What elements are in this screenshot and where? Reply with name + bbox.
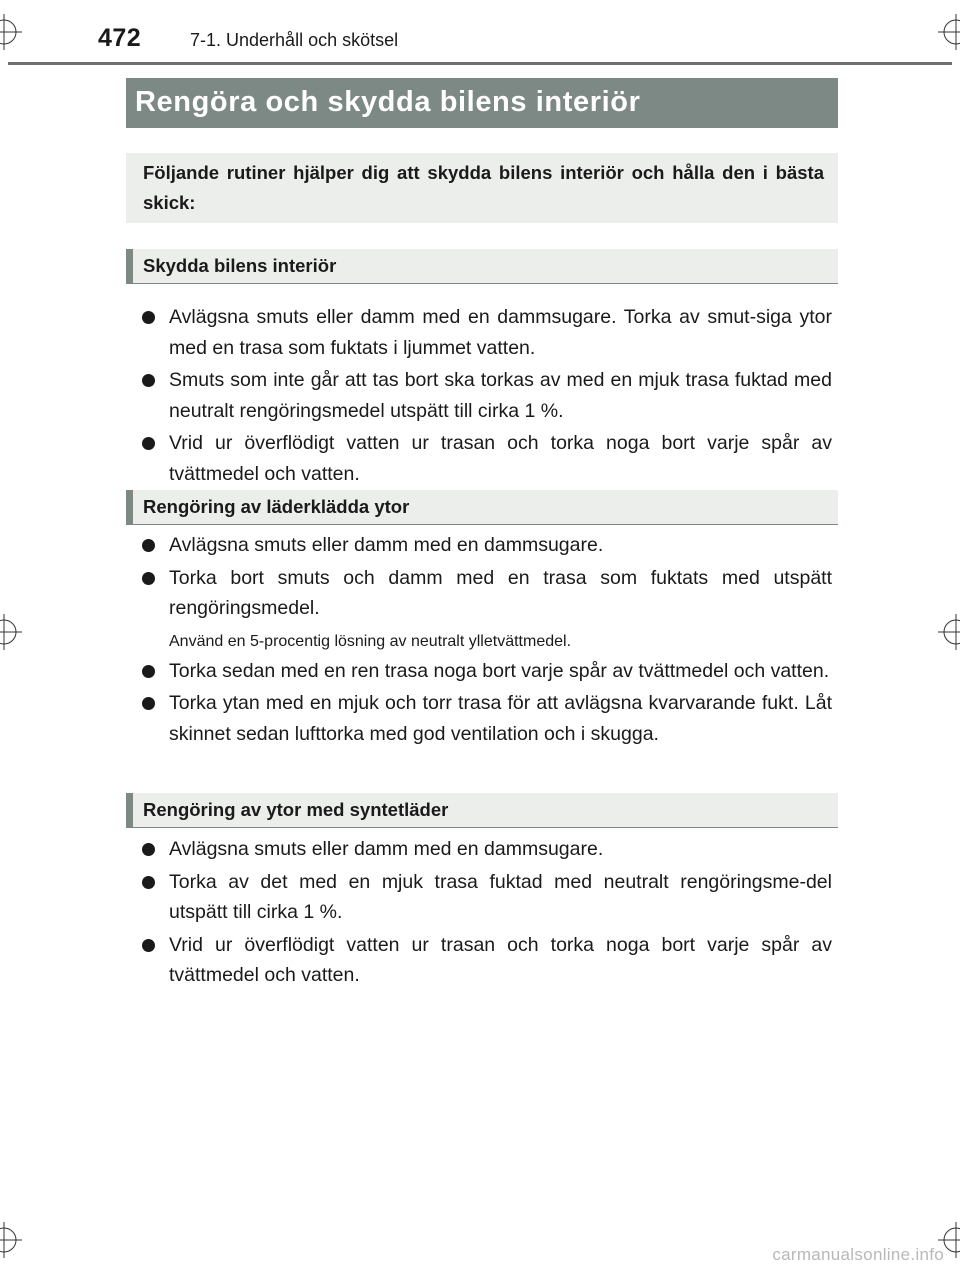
section-path: 7-1. Underhåll och skötsel [190, 30, 399, 50]
list-item-text: Avlägsna smuts eller damm med en dammsugare. Torka av smut-siga ytor med en trasa som fuktats i ljummet vatten. [169, 306, 832, 359]
list-item [142, 930, 832, 991]
list-item-text: Avlägsna smuts eller damm med en dammsugare. [169, 838, 604, 860]
list-item-text: Vrid ur överflödigt vatten ur trasan och torka noga bort varje spår av tvättmedel och vatten. [169, 933, 832, 986]
list-item-text: Vrid ur överflödigt vatten ur trasan och torka noga bort varje spår av tvättmedel och vatten. [169, 432, 832, 485]
intro-text: Följande rutiner hjälper dig att skydda bilens interiör och hålla den i bästa skick: [126, 153, 838, 223]
bullet-icon [142, 697, 155, 710]
bullet-icon [142, 437, 155, 450]
page-title: Rengöra och skydda bilens interiör [126, 78, 838, 128]
bullet-icon [142, 939, 155, 952]
list-item [142, 302, 832, 363]
section-heading: Rengöring av ytor med syntetläder [126, 793, 838, 828]
bullet-icon [142, 665, 155, 678]
list-item [142, 530, 832, 561]
page-number: 472 [98, 24, 142, 52]
list-item-text: Torka av det med en mjuk trasa fuktad med neutralt rengöringsme-del utspätt till cirka 1 %. [169, 870, 832, 923]
list-item-text: Avlägsna smuts eller damm med en dammsugare. [169, 534, 604, 556]
list-item [142, 688, 832, 749]
section-heading: Skydda bilens interiör [126, 249, 838, 284]
footer-watermark[interactable]: carmanualsonline.info [772, 1245, 944, 1264]
section-heading: Rengöring av läderklädda ytor [126, 490, 838, 525]
list-item [142, 563, 832, 654]
list-item-text: Torka bort smuts och damm med en trasa som fuktats med utspätt rengöringsmedel. [169, 566, 832, 619]
bullet-icon [142, 311, 155, 324]
bullet-icon [142, 572, 155, 585]
bullet-list [142, 530, 832, 751]
list-item [142, 365, 832, 426]
registration-mark-bottom-left [0, 1222, 22, 1258]
bullet-icon [142, 876, 155, 889]
header-divider [8, 62, 952, 65]
list-item-text: Torka ytan med en mjuk och torr trasa för att avlägsna kvarvarande fukt. Låt skinnet sedan lufttorka med god ventilation och i skugga. [169, 692, 832, 745]
list-item-text: Torka sedan med en ren trasa noga bort varje spår av tvättmedel och vatten. [169, 659, 830, 682]
bullet-icon [142, 374, 155, 387]
bullet-list [142, 834, 832, 993]
list-item [142, 834, 832, 865]
registration-mark-mid-left [0, 614, 22, 650]
bullet-list [142, 302, 832, 491]
registration-mark-top-right [938, 14, 960, 50]
list-item [142, 428, 832, 489]
registration-mark-mid-right [938, 614, 960, 650]
list-item-text: Smuts som inte går att tas bort ska torkas av med en mjuk trasa fuktad med neutralt rengöringsmedel utspätt till cirka 1 %. [169, 369, 832, 422]
registration-mark-top-left [0, 14, 22, 50]
list-item [142, 867, 832, 928]
note-text: Använd en 5-procentig lösning av neutralt ylletvättmedel. [169, 632, 572, 650]
list-item [142, 656, 832, 687]
bullet-icon [142, 843, 155, 856]
bullet-icon [142, 539, 155, 552]
